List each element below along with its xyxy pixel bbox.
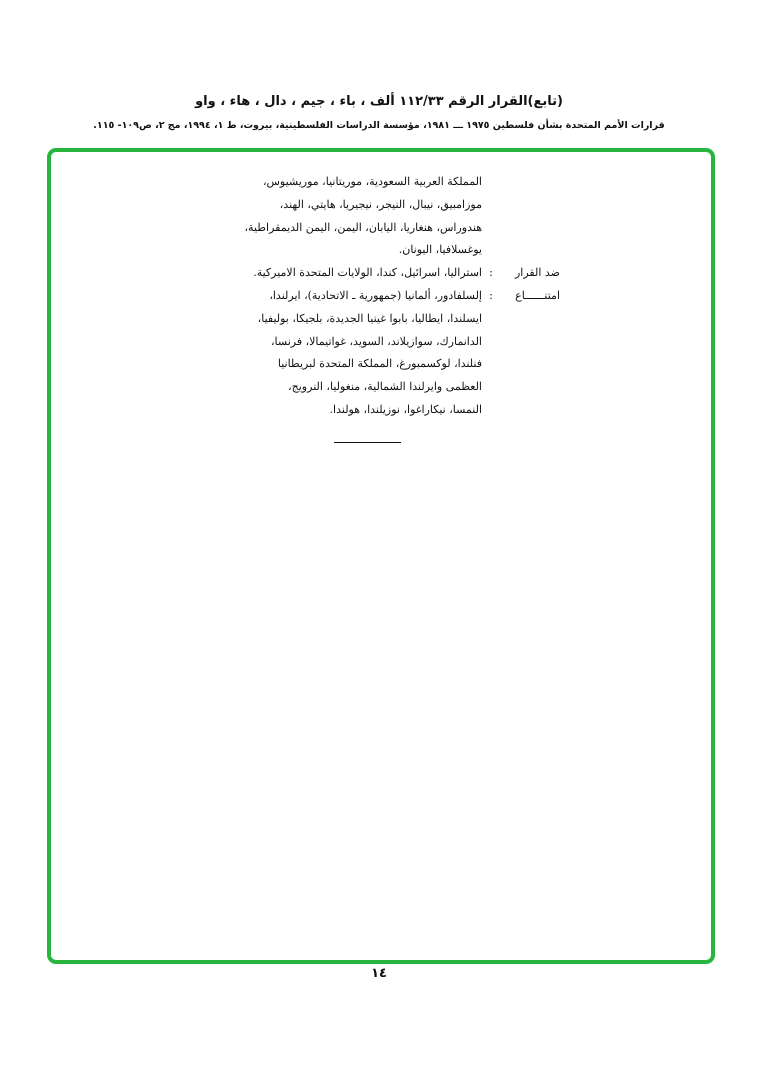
against-votes (228, 262, 560, 285)
vote-colon-empty (482, 171, 500, 262)
country-line: يوغسلافيا، اليونان. (398, 243, 482, 257)
document-title: (تابع)القرار الرقم ١١٢/٣٣ ألف ، باء ، جيم ، دال ، هاء ، واو (195, 94, 563, 109)
country-line: ايسلندا، ايطاليا، بابوا غينيا الجديدة، بلجيكا، بوليفيا، (257, 311, 482, 325)
country-line: المملكة العربية السعودية، موريتانيا، موريشيوس، (262, 175, 482, 188)
country-line: النمسا، نيكاراغوا، نوزيلندا، هولندا. (329, 402, 482, 416)
against-label: ضد القرار (514, 266, 560, 280)
country-line: العظمى وايرلندا الشمالية، منغوليا، النرويج، (288, 380, 482, 394)
abstention-votes (228, 285, 560, 422)
country-line: موزامبيق، نيبال، النيجر، نيجيريا، هايتي، الهند، (279, 197, 482, 211)
abstention-countries (228, 285, 482, 422)
vote-label-empty (500, 171, 560, 262)
source-citation: قرارات الأمم المتحدة بشأن فلسطين ١٩٧٥ ـــ ١٩٨١، مؤسسة الدراسات الفلسطينية، بيروت، ط ١، ١٩٩٤، مج ٢، ص١٠٩- ١١٥. (93, 120, 665, 131)
country-line: هندوراس، هنغاريا، اليابان، اليمن، اليمن الديمقراطية، (244, 220, 482, 234)
abstention-colon: : (489, 288, 493, 302)
vote-countries (228, 171, 482, 262)
page-number: ١٤ (371, 966, 387, 981)
country-line: إلسلفادور، ألمانيا (جمهورية ـ الاتحادية)، ايرلندا، (269, 288, 482, 302)
abstention-label: امتنــــــاع (515, 288, 560, 302)
vote-record (228, 171, 560, 422)
country-line: فنلندا، لوكسمبورغ، المملكة المتحدة لبريطانيا (277, 357, 482, 371)
against-colon: : (489, 266, 493, 280)
country-line: الدانمارك، سوازيلاند، السويد، غواتيمالا، فرنسا، (270, 334, 482, 348)
end-rule (334, 442, 401, 443)
in-favour-continued (228, 171, 560, 262)
against-countries (228, 262, 482, 285)
country-line: استراليا، اسرائيل، كندا، الولايات المتحدة الاميركية. (253, 266, 482, 280)
